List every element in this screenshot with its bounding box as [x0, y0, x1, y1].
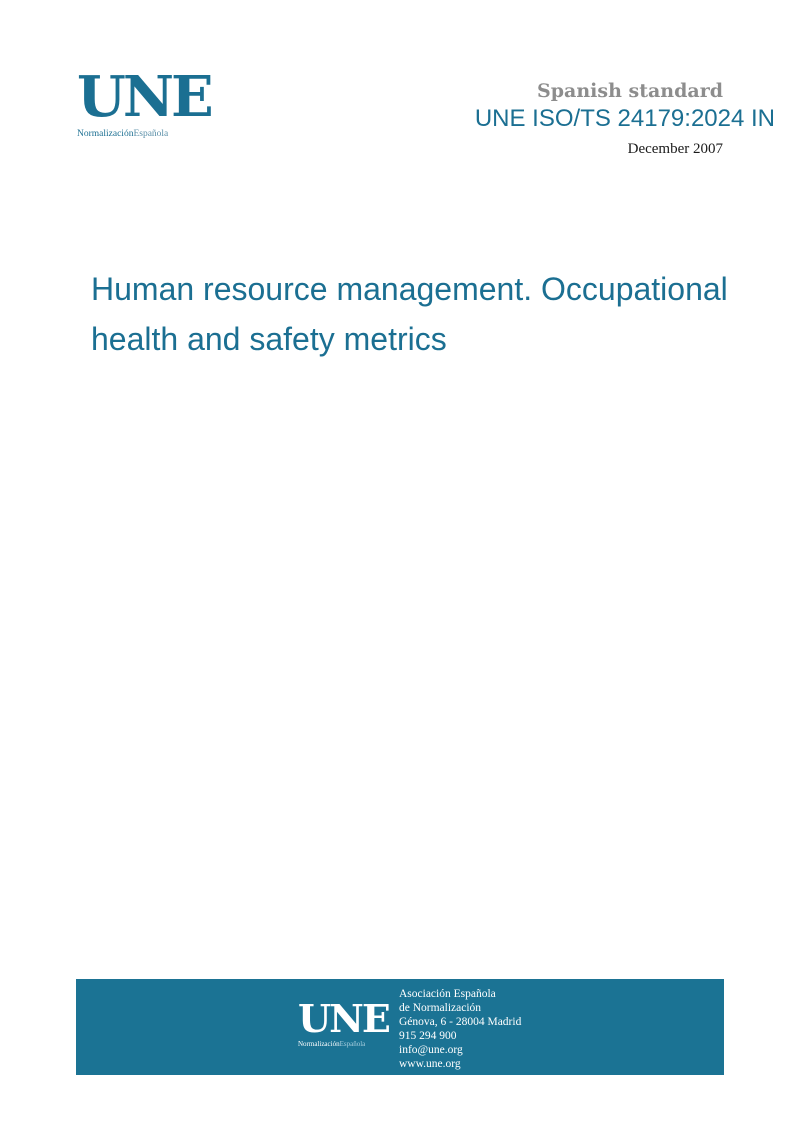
footer-logo-mark: UNE: [298, 996, 389, 1041]
address: Génova, 6 - 28004 Madrid: [399, 1016, 522, 1028]
phone-number: 915 294 900: [399, 1030, 457, 1042]
email-address: info@une.org: [399, 1044, 463, 1056]
standard-code: UNE ISO/TS 24179:2024 IN: [474, 105, 775, 132]
document-type: Spanish standard: [537, 80, 723, 102]
une-logo-mark: UNE: [77, 64, 211, 130]
website: www.une.org: [399, 1058, 461, 1070]
footer-tagline-part2: Española: [339, 1040, 366, 1048]
tagline-part1: Normalización: [77, 129, 134, 139]
title-line-2: health and safety metrics: [91, 321, 447, 357]
document-header: [474, 78, 775, 159]
title-line-1: Human resource management. Occupational: [91, 271, 728, 307]
footer-tagline-part1: Normalización: [298, 1040, 340, 1048]
tagline-part2: Española: [133, 129, 169, 139]
publication-date: December 2007: [627, 141, 723, 157]
contact-block: [399, 987, 521, 1071]
footer-une-logo: [298, 996, 398, 1049]
organization-name-line2: de Normalización: [399, 1002, 482, 1014]
organization-name-line1: Asociación Española: [399, 988, 496, 1000]
footer-band: [76, 979, 724, 1075]
une-logo: [77, 64, 211, 140]
document-title: [91, 264, 781, 364]
footer-logo-tagline: [298, 1040, 398, 1049]
